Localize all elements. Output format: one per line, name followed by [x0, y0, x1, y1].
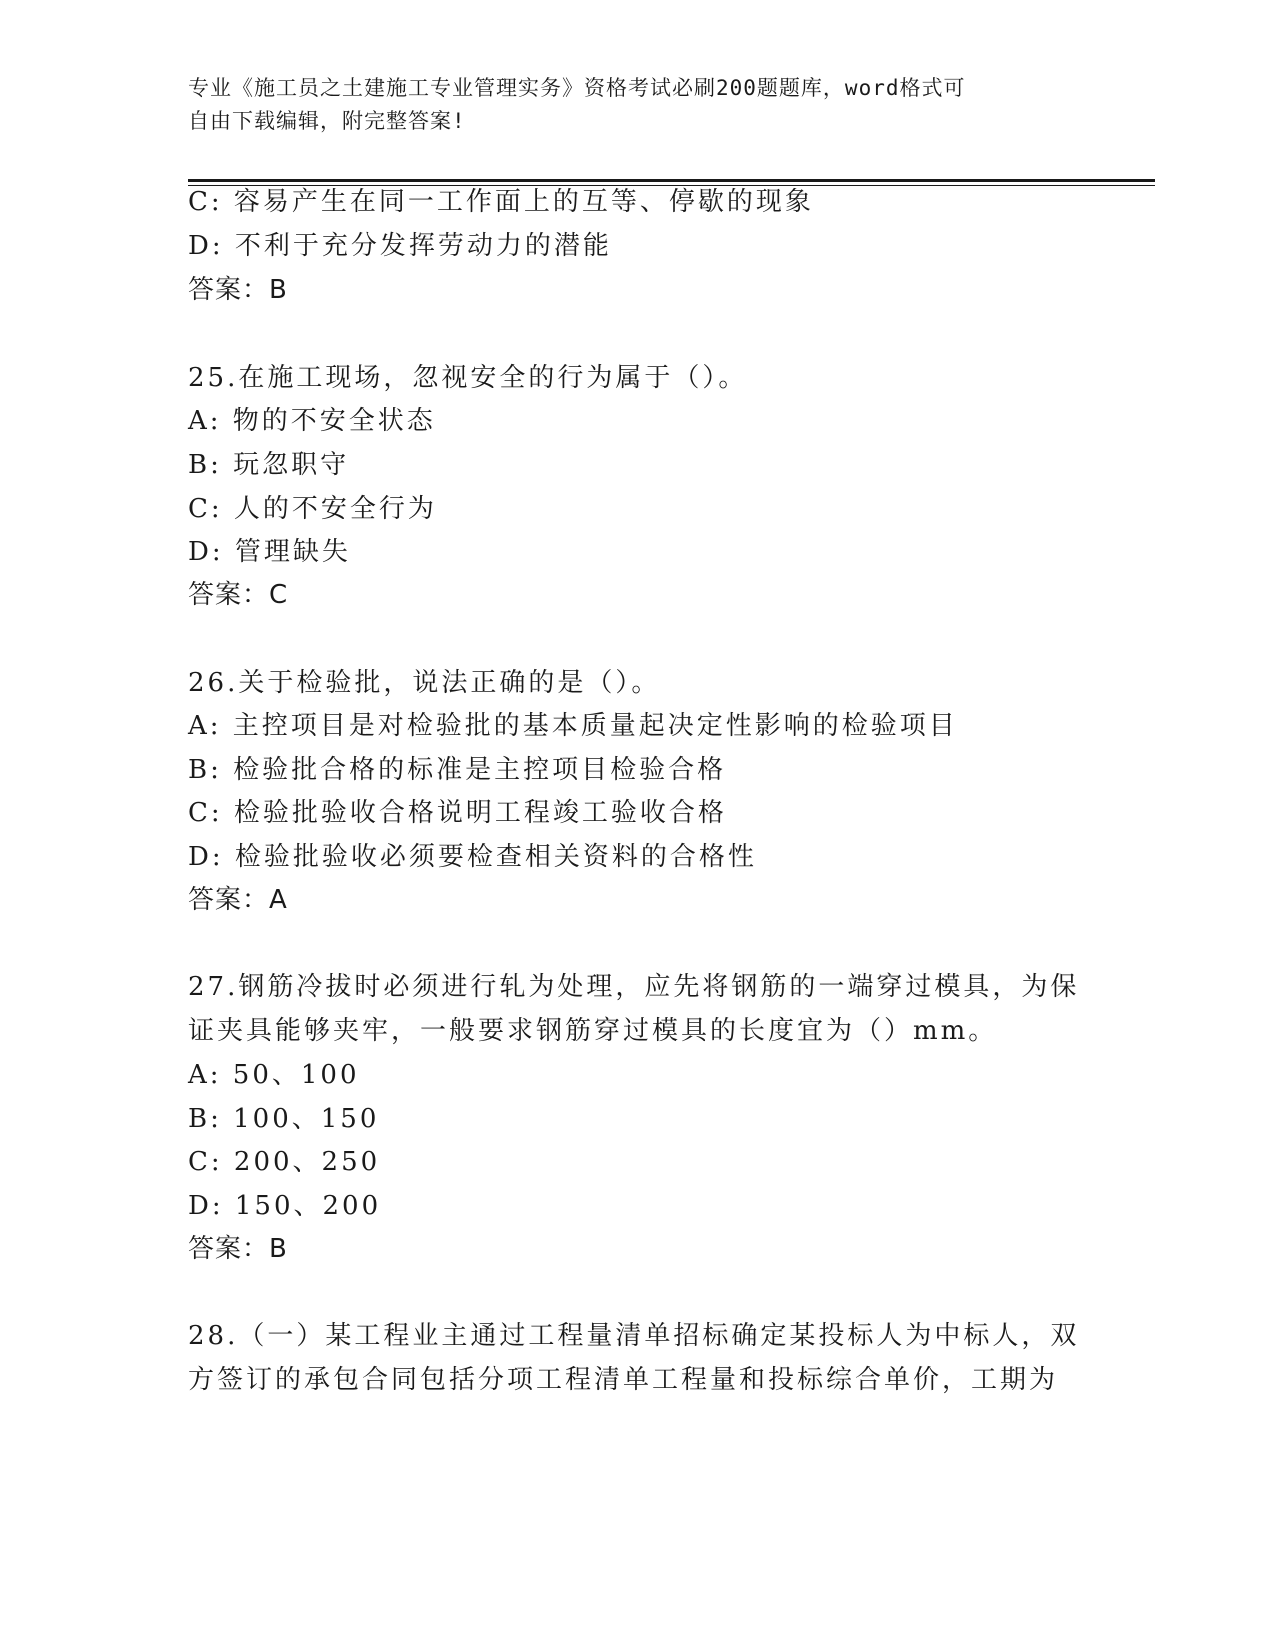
- q27-stem-line-1: 27.钢筋冷拔时必须进行轧为处理，应先将钢筋的一端穿过模具，为保: [188, 972, 1080, 1002]
- q25-stem: 25.在施工现场，忽视安全的行为属于（）。: [188, 363, 748, 393]
- q26-answer: 答案：A: [188, 885, 288, 915]
- q27-option-d: D: 150、200: [188, 1191, 382, 1221]
- q25-answer: 答案：C: [188, 580, 289, 610]
- q25-option-b: B: 玩忽职守: [188, 450, 350, 480]
- q24-answer: 答案：B: [188, 275, 288, 305]
- header-line-1: 专业《施工员之土建施工专业管理实务》资格考试必刷200题题库，word格式可: [188, 76, 966, 100]
- q26-option-c: C: 检验批验收合格说明工程竣工验收合格: [188, 798, 727, 828]
- q24-option-c: C: 容易产生在同一工作面上的互等、停歇的现象: [188, 187, 814, 217]
- q25-option-c: C: 人的不安全行为: [188, 494, 437, 524]
- q27-option-a: A: 50、100: [188, 1060, 360, 1090]
- q28-stem-line-1: 28.（一）某工程业主通过工程量清单招标确定某投标人为中标人，双: [188, 1321, 1080, 1351]
- header-divider-thick: [188, 179, 1155, 182]
- q27-option-b: B: 100、150: [188, 1104, 380, 1134]
- header-line-2: 自由下载编辑，附完整答案!: [188, 109, 466, 133]
- q28-stem-line-2: 方签订的承包合同包括分项工程清单工程量和投标综合单价，工期为: [188, 1365, 1059, 1395]
- page-header: [188, 72, 1088, 138]
- q24-option-d: D: 不利于充分发挥劳动力的潜能: [188, 231, 612, 261]
- q25-option-a: A: 物的不安全状态: [188, 406, 436, 436]
- q27-stem-line-2: 证夹具能够夹牢，一般要求钢筋穿过模具的长度宜为（）mm。: [188, 1016, 998, 1046]
- q26-option-d: D: 检验批验收必须要检查相关资料的合格性: [188, 842, 757, 872]
- q26-stem: 26.关于检验批，说法正确的是（）。: [188, 668, 661, 698]
- q26-option-b: B: 检验批合格的标准是主控项目检验合格: [188, 755, 727, 785]
- q27-option-c: C: 200、250: [188, 1147, 381, 1177]
- q27-answer: 答案：B: [188, 1234, 288, 1264]
- q26-option-a: A: 主控项目是对检验批的基本质量起决定性影响的检验项目: [188, 711, 958, 741]
- q25-option-d: D: 管理缺失: [188, 537, 351, 567]
